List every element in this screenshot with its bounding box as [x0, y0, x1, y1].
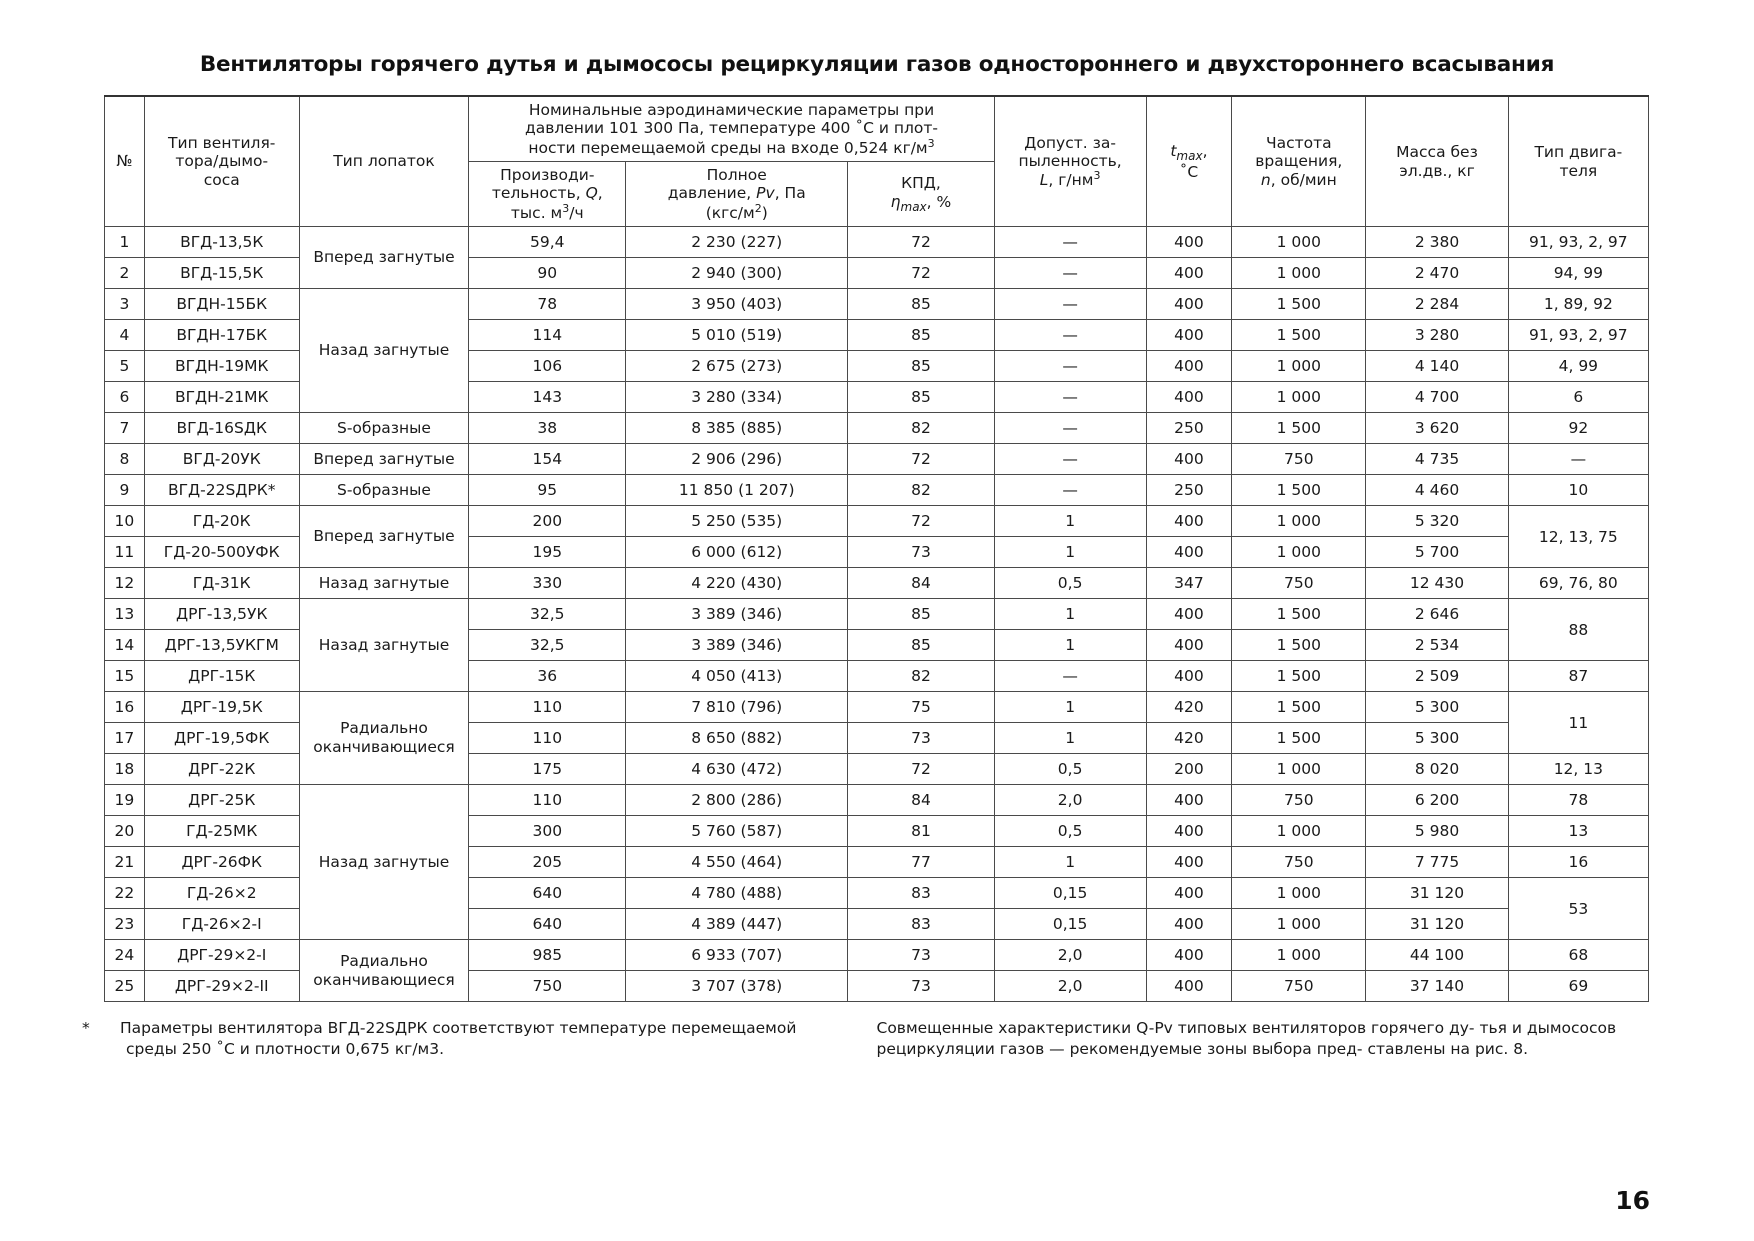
cell-engine-type: 69, 76, 80 — [1508, 568, 1648, 599]
cell-fan-type: ГД-26×2-I — [144, 909, 299, 940]
cell-pressure: 7 810 (796) — [626, 692, 848, 723]
cell-dust: — — [994, 661, 1146, 692]
page-title: Вентиляторы горячего дутья и дымососы рециркуляции газов одностороннего и двухстороннего всасывания — [199, 52, 1555, 77]
cell-capacity: 110 — [469, 692, 626, 723]
cell-dust: — — [994, 382, 1146, 413]
cell-pressure: 2 940 (300) — [626, 258, 848, 289]
cell-efficiency: 85 — [848, 289, 995, 320]
header-tmax: $t_{max}$, ˚С — [1146, 96, 1232, 227]
cell-efficiency: 83 — [848, 878, 995, 909]
cell-tmax: 400 — [1146, 227, 1232, 258]
cell-fan-type: ГД-20-500УФК — [144, 537, 299, 568]
cell-engine-type: 1, 89, 92 — [1508, 289, 1648, 320]
cell-row-number: 6 — [105, 382, 145, 413]
cell-efficiency: 81 — [848, 816, 995, 847]
cell-capacity: 154 — [469, 444, 626, 475]
cell-efficiency: 73 — [848, 537, 995, 568]
cell-engine-type: — — [1508, 444, 1648, 475]
cell-mass: 37 140 — [1366, 971, 1508, 1002]
cell-frequency: 750 — [1232, 785, 1366, 816]
cell-row-number: 12 — [105, 568, 145, 599]
cell-frequency: 1 000 — [1232, 227, 1366, 258]
cell-tmax: 347 — [1146, 568, 1232, 599]
cell-row-number: 5 — [105, 351, 145, 382]
cell-tmax: 250 — [1146, 413, 1232, 444]
cell-mass: 5 300 — [1366, 692, 1508, 723]
cell-mass: 5 300 — [1366, 723, 1508, 754]
cell-tmax: 420 — [1146, 723, 1232, 754]
cell-fan-type: ДРГ-25К — [144, 785, 299, 816]
cell-row-number: 18 — [105, 754, 145, 785]
cell-efficiency: 73 — [848, 971, 995, 1002]
cell-frequency: 1 000 — [1232, 940, 1366, 971]
cell-blade-type: Назад загнутые — [299, 785, 469, 940]
cell-mass: 4 735 — [1366, 444, 1508, 475]
cell-efficiency: 84 — [848, 785, 995, 816]
cell-dust: 2,0 — [994, 971, 1146, 1002]
cell-efficiency: 85 — [848, 599, 995, 630]
cell-dust: — — [994, 227, 1146, 258]
cell-dust: 2,0 — [994, 785, 1146, 816]
cell-mass: 6 200 — [1366, 785, 1508, 816]
cell-row-number: 14 — [105, 630, 145, 661]
cell-fan-type: ВГД-16SДК — [144, 413, 299, 444]
cell-frequency: 1 000 — [1232, 382, 1366, 413]
cell-frequency: 750 — [1232, 847, 1366, 878]
cell-capacity: 175 — [469, 754, 626, 785]
table-row — [105, 227, 1649, 258]
cell-mass: 31 120 — [1366, 878, 1508, 909]
table-row — [105, 506, 1649, 537]
cell-row-number: 21 — [105, 847, 145, 878]
cell-dust: 1 — [994, 537, 1146, 568]
cell-mass: 7 775 — [1366, 847, 1508, 878]
cell-pressure: 4 780 (488) — [626, 878, 848, 909]
cell-fan-type: ВГД-15,5К — [144, 258, 299, 289]
cell-pressure: 8 385 (885) — [626, 413, 848, 444]
cell-fan-type: ДРГ-13,5УКГМ — [144, 630, 299, 661]
cell-capacity: 985 — [469, 940, 626, 971]
cell-blade-type: Вперед загнутые — [299, 506, 469, 568]
cell-engine-type: 87 — [1508, 661, 1648, 692]
cell-dust: — — [994, 475, 1146, 506]
header-capacity: Производи- тельность, Q, тыс. $м^3/ч$ — [469, 162, 626, 227]
specifications-table — [104, 95, 1649, 1002]
cell-mass: 2 470 — [1366, 258, 1508, 289]
cell-pressure: 5 760 (587) — [626, 816, 848, 847]
cell-row-number: 17 — [105, 723, 145, 754]
cell-frequency: 1 500 — [1232, 320, 1366, 351]
cell-blade-type: Радиально оканчивающиеся — [299, 940, 469, 1002]
cell-engine-type: 91, 93, 2, 97 — [1508, 320, 1648, 351]
cell-dust: — — [994, 351, 1146, 382]
cell-frequency: 1 500 — [1232, 630, 1366, 661]
cell-row-number: 8 — [105, 444, 145, 475]
cell-efficiency: 85 — [848, 630, 995, 661]
cell-mass: 4 700 — [1366, 382, 1508, 413]
cell-engine-type: 10 — [1508, 475, 1648, 506]
cell-fan-type: ВГДН-21МК — [144, 382, 299, 413]
cell-capacity: 95 — [469, 475, 626, 506]
cell-tmax: 400 — [1146, 661, 1232, 692]
table-body — [105, 227, 1649, 1002]
cell-fan-type: ДРГ-19,5К — [144, 692, 299, 723]
cell-capacity: 143 — [469, 382, 626, 413]
cell-engine-type: 13 — [1508, 816, 1648, 847]
cell-engine-type: 53 — [1508, 878, 1648, 940]
cell-mass: 4 460 — [1366, 475, 1508, 506]
cell-mass: 3 280 — [1366, 320, 1508, 351]
cell-mass: 4 140 — [1366, 351, 1508, 382]
cell-pressure: 4 050 (413) — [626, 661, 848, 692]
cell-tmax: 400 — [1146, 351, 1232, 382]
cell-engine-type: 68 — [1508, 940, 1648, 971]
cell-row-number: 20 — [105, 816, 145, 847]
cell-pressure: 2 230 (227) — [626, 227, 848, 258]
cell-dust: — — [994, 413, 1146, 444]
cell-tmax: 400 — [1146, 909, 1232, 940]
cell-mass: 2 284 — [1366, 289, 1508, 320]
cell-frequency: 1 500 — [1232, 599, 1366, 630]
cell-tmax: 400 — [1146, 506, 1232, 537]
cell-frequency: 1 000 — [1232, 537, 1366, 568]
cell-dust: 1 — [994, 692, 1146, 723]
footnotes — [82, 1018, 1649, 1060]
cell-frequency: 1 000 — [1232, 754, 1366, 785]
cell-row-number: 9 — [105, 475, 145, 506]
cell-efficiency: 72 — [848, 227, 995, 258]
cell-engine-type: 12, 13 — [1508, 754, 1648, 785]
cell-tmax: 400 — [1146, 444, 1232, 475]
cell-row-number: 11 — [105, 537, 145, 568]
cell-fan-type: ДРГ-19,5ФК — [144, 723, 299, 754]
cell-efficiency: 73 — [848, 723, 995, 754]
cell-efficiency: 82 — [848, 475, 995, 506]
cell-row-number: 19 — [105, 785, 145, 816]
cell-mass: 2 380 — [1366, 227, 1508, 258]
table-row — [105, 940, 1649, 971]
cell-mass: 3 620 — [1366, 413, 1508, 444]
cell-fan-type: ДРГ-29×2-I — [144, 940, 299, 971]
cell-row-number: 3 — [105, 289, 145, 320]
cell-efficiency: 72 — [848, 506, 995, 537]
cell-capacity: 205 — [469, 847, 626, 878]
cell-efficiency: 73 — [848, 940, 995, 971]
cell-mass: 5 700 — [1366, 537, 1508, 568]
cell-capacity: 78 — [469, 289, 626, 320]
cell-pressure: 2 800 (286) — [626, 785, 848, 816]
cell-tmax: 400 — [1146, 537, 1232, 568]
cell-frequency: 1 000 — [1232, 351, 1366, 382]
cell-dust: 0,5 — [994, 754, 1146, 785]
cell-engine-type: 91, 93, 2, 97 — [1508, 227, 1648, 258]
cell-row-number: 7 — [105, 413, 145, 444]
cell-capacity: 110 — [469, 723, 626, 754]
cell-row-number: 22 — [105, 878, 145, 909]
cell-capacity: 640 — [469, 878, 626, 909]
cell-blade-type: Назад загнутые — [299, 599, 469, 692]
cell-pressure: 3 389 (346) — [626, 630, 848, 661]
cell-capacity: 200 — [469, 506, 626, 537]
cell-efficiency: 75 — [848, 692, 995, 723]
cell-pressure: 2 675 (273) — [626, 351, 848, 382]
cell-pressure: 3 950 (403) — [626, 289, 848, 320]
cell-pressure: 6 000 (612) — [626, 537, 848, 568]
header-nominal-group: Номинальные аэродинамические параметры при давлении 101 300 Па, температуре 400 ˚С и плот- ности перемещаемой среды на входе 0,524 $кг/м^3$ — [469, 96, 994, 162]
cell-dust: 2,0 — [994, 940, 1146, 971]
cell-blade-type: Назад загнутые — [299, 568, 469, 599]
header-pressure: Полное давление, Pv, Па $(кгс/м^2)$ — [626, 162, 848, 227]
cell-pressure: 11 850 (1 207) — [626, 475, 848, 506]
cell-frequency: 1 500 — [1232, 692, 1366, 723]
cell-engine-type: 12, 13, 75 — [1508, 506, 1648, 568]
footnote-right-line2: тья и дымососов рециркуляции газов — рекомендуемые зоны выбора пред- — [876, 1019, 1617, 1058]
table-row — [105, 692, 1649, 723]
cell-tmax: 400 — [1146, 816, 1232, 847]
cell-frequency: 1 500 — [1232, 289, 1366, 320]
cell-fan-type: ВГДН-15БК — [144, 289, 299, 320]
footnote-left-line2: среды 250 ˚С и плотности 0,675 кг/м3. — [126, 1039, 445, 1058]
cell-pressure: 4 630 (472) — [626, 754, 848, 785]
header-mass: Масса без эл.дв., кг — [1366, 96, 1508, 227]
cell-tmax: 420 — [1146, 692, 1232, 723]
cell-capacity: 90 — [469, 258, 626, 289]
cell-mass: 5 320 — [1366, 506, 1508, 537]
cell-capacity: 110 — [469, 785, 626, 816]
cell-row-number: 15 — [105, 661, 145, 692]
cell-frequency: 750 — [1232, 444, 1366, 475]
cell-efficiency: 72 — [848, 444, 995, 475]
cell-row-number: 13 — [105, 599, 145, 630]
cell-tmax: 400 — [1146, 940, 1232, 971]
cell-fan-type: ВГД-22SДРК* — [144, 475, 299, 506]
header-efficiency: КПД, $\eta_{max}$, % — [848, 162, 995, 227]
header-engine-type: Тип двига- теля — [1508, 96, 1648, 227]
cell-frequency: 1 500 — [1232, 661, 1366, 692]
cell-fan-type: ВГД-20УК — [144, 444, 299, 475]
footnote-asterisk: * — [82, 1019, 90, 1037]
cell-engine-type: 11 — [1508, 692, 1648, 754]
cell-pressure: 5 010 (519) — [626, 320, 848, 351]
cell-engine-type: 4, 99 — [1508, 351, 1648, 382]
cell-tmax: 250 — [1146, 475, 1232, 506]
cell-row-number: 16 — [105, 692, 145, 723]
table-row — [105, 413, 1649, 444]
cell-pressure: 8 650 (882) — [626, 723, 848, 754]
cell-mass: 2 646 — [1366, 599, 1508, 630]
cell-mass: 8 020 — [1366, 754, 1508, 785]
cell-frequency: 750 — [1232, 971, 1366, 1002]
header-blade-type: Тип лопаток — [299, 96, 469, 227]
cell-tmax: 400 — [1146, 971, 1232, 1002]
cell-capacity: 32,5 — [469, 599, 626, 630]
cell-blade-type: Вперед загнутые — [299, 444, 469, 475]
cell-capacity: 300 — [469, 816, 626, 847]
cell-fan-type: ДРГ-22К — [144, 754, 299, 785]
cell-capacity: 114 — [469, 320, 626, 351]
cell-tmax: 200 — [1146, 754, 1232, 785]
table-row — [105, 599, 1649, 630]
table-row — [105, 785, 1649, 816]
cell-engine-type: 92 — [1508, 413, 1648, 444]
cell-fan-type: ГД-31К — [144, 568, 299, 599]
cell-blade-type: S-образные — [299, 475, 469, 506]
cell-fan-type: ДРГ-13,5УК — [144, 599, 299, 630]
cell-pressure: 4 550 (464) — [626, 847, 848, 878]
cell-row-number: 4 — [105, 320, 145, 351]
cell-dust: 0,5 — [994, 816, 1146, 847]
cell-capacity: 750 — [469, 971, 626, 1002]
cell-tmax: 400 — [1146, 258, 1232, 289]
cell-capacity: 59,4 — [469, 227, 626, 258]
cell-mass: 12 430 — [1366, 568, 1508, 599]
cell-dust: 1 — [994, 630, 1146, 661]
cell-frequency: 1 000 — [1232, 816, 1366, 847]
cell-frequency: 750 — [1232, 568, 1366, 599]
table-row — [105, 475, 1649, 506]
cell-mass: 5 980 — [1366, 816, 1508, 847]
cell-row-number: 1 — [105, 227, 145, 258]
cell-blade-type: S-образные — [299, 413, 469, 444]
cell-engine-type: 94, 99 — [1508, 258, 1648, 289]
cell-dust: 0,15 — [994, 878, 1146, 909]
cell-efficiency: 85 — [848, 382, 995, 413]
cell-efficiency: 82 — [848, 661, 995, 692]
header-frequency: Частота вращения, n, об/мин — [1232, 96, 1366, 227]
cell-pressure: 2 906 (296) — [626, 444, 848, 475]
footnote-right-line1: Совмещенные характеристики Q-Pv типовых вентиляторов горячего ду- — [876, 1019, 1475, 1037]
cell-tmax: 400 — [1146, 878, 1232, 909]
cell-tmax: 400 — [1146, 599, 1232, 630]
header-dust: Допуст. за- пыленность, L, $г/нм^3$ — [994, 96, 1146, 227]
cell-efficiency: 77 — [848, 847, 995, 878]
cell-frequency: 1 500 — [1232, 475, 1366, 506]
cell-capacity: 195 — [469, 537, 626, 568]
cell-row-number: 2 — [105, 258, 145, 289]
cell-tmax: 400 — [1146, 847, 1232, 878]
cell-dust: — — [994, 320, 1146, 351]
cell-row-number: 25 — [105, 971, 145, 1002]
cell-row-number: 23 — [105, 909, 145, 940]
footnote-right — [877, 1018, 1650, 1060]
cell-tmax: 400 — [1146, 289, 1232, 320]
cell-fan-type: ВГД-13,5К — [144, 227, 299, 258]
cell-engine-type: 78 — [1508, 785, 1648, 816]
cell-pressure: 5 250 (535) — [626, 506, 848, 537]
cell-frequency: 1 500 — [1232, 723, 1366, 754]
cell-fan-type: ДРГ-26ФК — [144, 847, 299, 878]
cell-tmax: 400 — [1146, 320, 1232, 351]
cell-row-number: 24 — [105, 940, 145, 971]
cell-frequency: 1 000 — [1232, 258, 1366, 289]
cell-mass: 44 100 — [1366, 940, 1508, 971]
cell-capacity: 640 — [469, 909, 626, 940]
cell-pressure: 3 389 (346) — [626, 599, 848, 630]
cell-pressure: 3 707 (378) — [626, 971, 848, 1002]
cell-dust: — — [994, 258, 1146, 289]
table-row — [105, 289, 1649, 320]
cell-efficiency: 85 — [848, 320, 995, 351]
cell-frequency: 1 500 — [1232, 413, 1366, 444]
cell-capacity: 38 — [469, 413, 626, 444]
cell-engine-type: 16 — [1508, 847, 1648, 878]
cell-dust: 1 — [994, 599, 1146, 630]
cell-efficiency: 85 — [848, 351, 995, 382]
footnote-right-line3: ставлены на рис. 8. — [1367, 1039, 1529, 1058]
cell-fan-type: ДРГ-15К — [144, 661, 299, 692]
cell-engine-type: 69 — [1508, 971, 1648, 1002]
cell-tmax: 400 — [1146, 382, 1232, 413]
footnote-left-line1: Параметры вентилятора ВГД-22SДРК соответствуют температуре перемещаемой — [120, 1019, 797, 1037]
page-number: 16 — [1615, 1186, 1650, 1215]
cell-fan-type: ДРГ-29×2-II — [144, 971, 299, 1002]
cell-row-number: 10 — [105, 506, 145, 537]
table-row — [105, 444, 1649, 475]
cell-frequency: 1 000 — [1232, 506, 1366, 537]
cell-dust: 1 — [994, 847, 1146, 878]
cell-fan-type: ВГДН-17БК — [144, 320, 299, 351]
cell-frequency: 1 000 — [1232, 909, 1366, 940]
cell-engine-type: 88 — [1508, 599, 1648, 661]
header-num: № — [105, 96, 145, 227]
cell-dust: — — [994, 444, 1146, 475]
cell-engine-type: 6 — [1508, 382, 1648, 413]
cell-dust: 0,15 — [994, 909, 1146, 940]
cell-blade-type: Радиально оканчивающиеся — [299, 692, 469, 785]
cell-efficiency: 84 — [848, 568, 995, 599]
cell-capacity: 330 — [469, 568, 626, 599]
cell-dust: — — [994, 289, 1146, 320]
cell-capacity: 106 — [469, 351, 626, 382]
cell-fan-type: ГД-25МК — [144, 816, 299, 847]
cell-efficiency: 72 — [848, 258, 995, 289]
table-header — [105, 96, 1649, 227]
cell-fan-type: ВГДН-19МК — [144, 351, 299, 382]
cell-fan-type: ГД-20К — [144, 506, 299, 537]
cell-pressure: 4 220 (430) — [626, 568, 848, 599]
cell-efficiency: 72 — [848, 754, 995, 785]
cell-mass: 2 509 — [1366, 661, 1508, 692]
cell-pressure: 4 389 (447) — [626, 909, 848, 940]
cell-blade-type: Вперед загнутые — [299, 227, 469, 289]
cell-blade-type: Назад загнутые — [299, 289, 469, 413]
cell-efficiency: 82 — [848, 413, 995, 444]
cell-pressure: 3 280 (334) — [626, 382, 848, 413]
cell-tmax: 400 — [1146, 785, 1232, 816]
cell-dust: 0,5 — [994, 568, 1146, 599]
cell-pressure: 6 933 (707) — [626, 940, 848, 971]
cell-dust: 1 — [994, 506, 1146, 537]
cell-tmax: 400 — [1146, 630, 1232, 661]
cell-mass: 31 120 — [1366, 909, 1508, 940]
footnote-left — [82, 1018, 877, 1060]
cell-efficiency: 83 — [848, 909, 995, 940]
table-row — [105, 568, 1649, 599]
cell-fan-type: ГД-26×2 — [144, 878, 299, 909]
cell-mass: 2 534 — [1366, 630, 1508, 661]
cell-frequency: 1 000 — [1232, 878, 1366, 909]
cell-capacity: 32,5 — [469, 630, 626, 661]
header-fan-type: Тип вентиля- тора/дымо- соса — [144, 96, 299, 227]
cell-capacity: 36 — [469, 661, 626, 692]
cell-dust: 1 — [994, 723, 1146, 754]
